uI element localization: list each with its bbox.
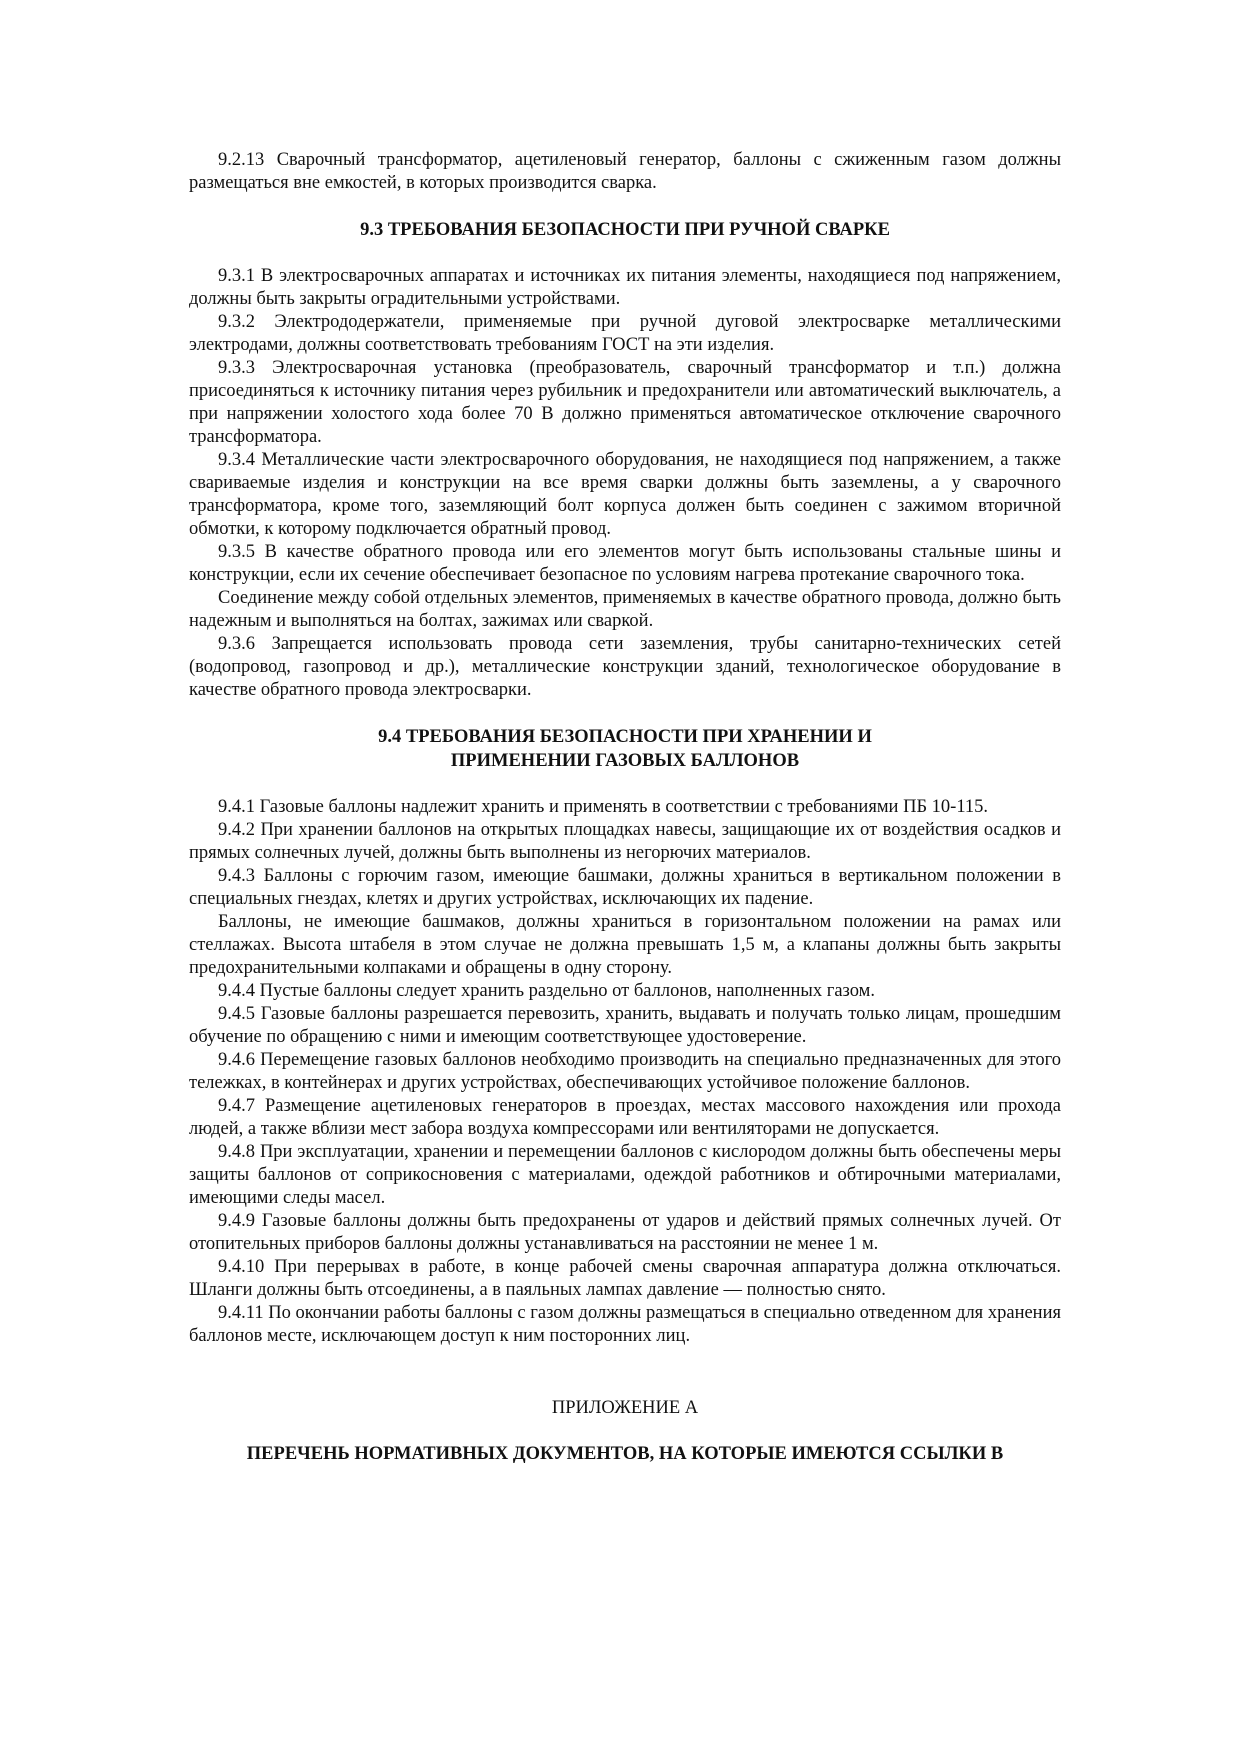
appendix-title: ПРИЛОЖЕНИЕ А: [551, 1398, 699, 1418]
paragraph-9-4-11: 9.4.11 По окончании работы баллоны с газом должны размещаться в специально отведенном для хранения баллонов месте, исключающем доступ к ним посторонних лиц.: [189, 1303, 1061, 1346]
paragraph-9-3-5: 9.3.5 В качестве обратного провода или его элементов могут быть использованы стальные шины и конструкции, если их сечение обеспечивает безопасное по условиям нагрева протекание сварочного тока.: [189, 542, 1061, 585]
paragraph-9-4-9: 9.4.9 Газовые баллоны должны быть предохранены от ударов и действий прямых солнечных лучей. От отопительных приборов баллоны должны устанавливаться на расстоянии не менее 1 м.: [189, 1211, 1061, 1254]
paragraph-9-4-3: 9.4.3 Баллоны с горючим газом, имеющие башмаки, должны храниться в вертикальном положении в специальных гнездах, клетях и других устройствах, исключающих их падение.: [189, 866, 1061, 909]
document-page: [189, 149, 1061, 1466]
paragraph-9-3-1: 9.3.1 В электросварочных аппаратах и источниках их питания элементы, находящиеся под напряжением, должны быть закрыты оградительными устройствами.: [189, 266, 1061, 309]
paragraph-9-4-3-cont: Баллоны, не имеющие башмаков, должны храниться в горизонтальном положении на рамах или стеллажах. Высота штабеля в этом случае не должна превышать 1,5 м, а клапаны должны быть закрыты предохранительными колпаками и обращены в одну сторону.: [189, 912, 1061, 978]
paragraph-9-4-7: 9.4.7 Размещение ацетиленовых генераторов в проездах, местах массового нахождения или прохода людей, а также вблизи мест забора воздуха компрессорами или вентиляторами не допускается.: [189, 1096, 1061, 1139]
paragraph-9-4-5: 9.4.5 Газовые баллоны разрешается перевозить, хранить, выдавать и получать только лицам, прошедшим обучение по обращению с ними и имеющим соответствующее удостоверение.: [189, 1004, 1061, 1047]
paragraph-9-4-8: 9.4.8 При эксплуатации, хранении и перемещении баллонов с кислородом должны быть обеспечены меры защиты баллонов от соприкосновения с материалами, одеждой работников и обтирочными материалами, имеющими следы масел.: [189, 1142, 1061, 1208]
paragraph-9-4-2: 9.4.2 При хранении баллонов на открытых площадках навесы, защищающие их от воздействия осадков и прямых солнечных лучей, должны быть выполнены из негорючих материалов.: [189, 820, 1061, 863]
paragraph-9-4-4: 9.4.4 Пустые баллоны следует хранить раздельно от баллонов, наполненных газом.: [218, 981, 875, 1001]
heading-9-4-line-1: 9.4 ТРЕБОВАНИЯ БЕЗОПАСНОСТИ ПРИ ХРАНЕНИИ И: [378, 727, 872, 747]
paragraph-9-3-6: 9.3.6 Запрещается использовать провода сети заземления, трубы санитарно-технических сетей (водопровод, газопровод и др.), металлические конструкции зданий, технологическое оборудование в качестве обратного провода электросварки.: [189, 634, 1061, 700]
paragraph-9-3-2: 9.3.2 Электрододержатели, применяемые при ручной дуговой электросварке металлическими электродами, должны соответствовать требованиям ГОСТ на эти изделия.: [189, 312, 1061, 355]
paragraph-9-2-13: 9.2.13 Сварочный трансформатор, ацетиленовый генератор, баллоны с сжиженным газом должны размещаться вне емкостей, в которых производится сварка.: [189, 150, 1061, 193]
paragraph-9-4-10: 9.4.10 При перерывах в работе, в конце рабочей смены сварочная аппаратура должна отключаться. Шланги должны быть отсоединены, а в паяльных лампах давление — полностью снято.: [189, 1257, 1061, 1300]
paragraph-9-3-5-cont: Соединение между собой отдельных элементов, применяемых в качестве обратного провода, должно быть надежным и выполняться на болтах, зажимах или сваркой.: [189, 588, 1061, 631]
appendix-heading: ПЕРЕЧЕНЬ НОРМАТИВНЫХ ДОКУМЕНТОВ, НА КОТОРЫЕ ИМЕЮТСЯ ССЫЛКИ В: [246, 1444, 1004, 1464]
heading-9-4: [189, 725, 1061, 773]
paragraph-9-4-6: 9.4.6 Перемещение газовых баллонов необходимо производить на специально предназначенных для этого тележках, в контейнерах и других устройствах, обеспечивающих устойчивое положение баллонов.: [189, 1050, 1061, 1093]
heading-9-3: 9.3 ТРЕБОВАНИЯ БЕЗОПАСНОСТИ ПРИ РУЧНОЙ СВАРКЕ: [360, 220, 890, 240]
heading-9-4-line-2: ПРИМЕНЕНИИ ГАЗОВЫХ БАЛЛОНОВ: [450, 751, 800, 771]
paragraph-9-3-3: 9.3.3 Электросварочная установка (преобразователь, сварочный трансформатор и т.п.) должна присоединяться к источнику питания через рубильник и предохранители или автоматический выключатель, а при напряжении холостого хода более 70 В должно применяться автоматическое отключение сварочного трансформатора.: [189, 358, 1061, 447]
paragraph-9-3-4: 9.3.4 Металлические части электросварочного оборудования, не находящиеся под напряжением, а также свариваемые изделия и конструкции на все время сварки должны быть заземлены, а у сварочного трансформатора, кроме того, заземляющий болт корпуса должен быть соединен с зажимом вторичной обмотки, к которому подключается обратный провод.: [189, 450, 1061, 539]
paragraph-9-4-1: 9.4.1 Газовые баллоны надлежит хранить и применять в соответствии с требованиями ПБ 10-115.: [218, 797, 989, 817]
